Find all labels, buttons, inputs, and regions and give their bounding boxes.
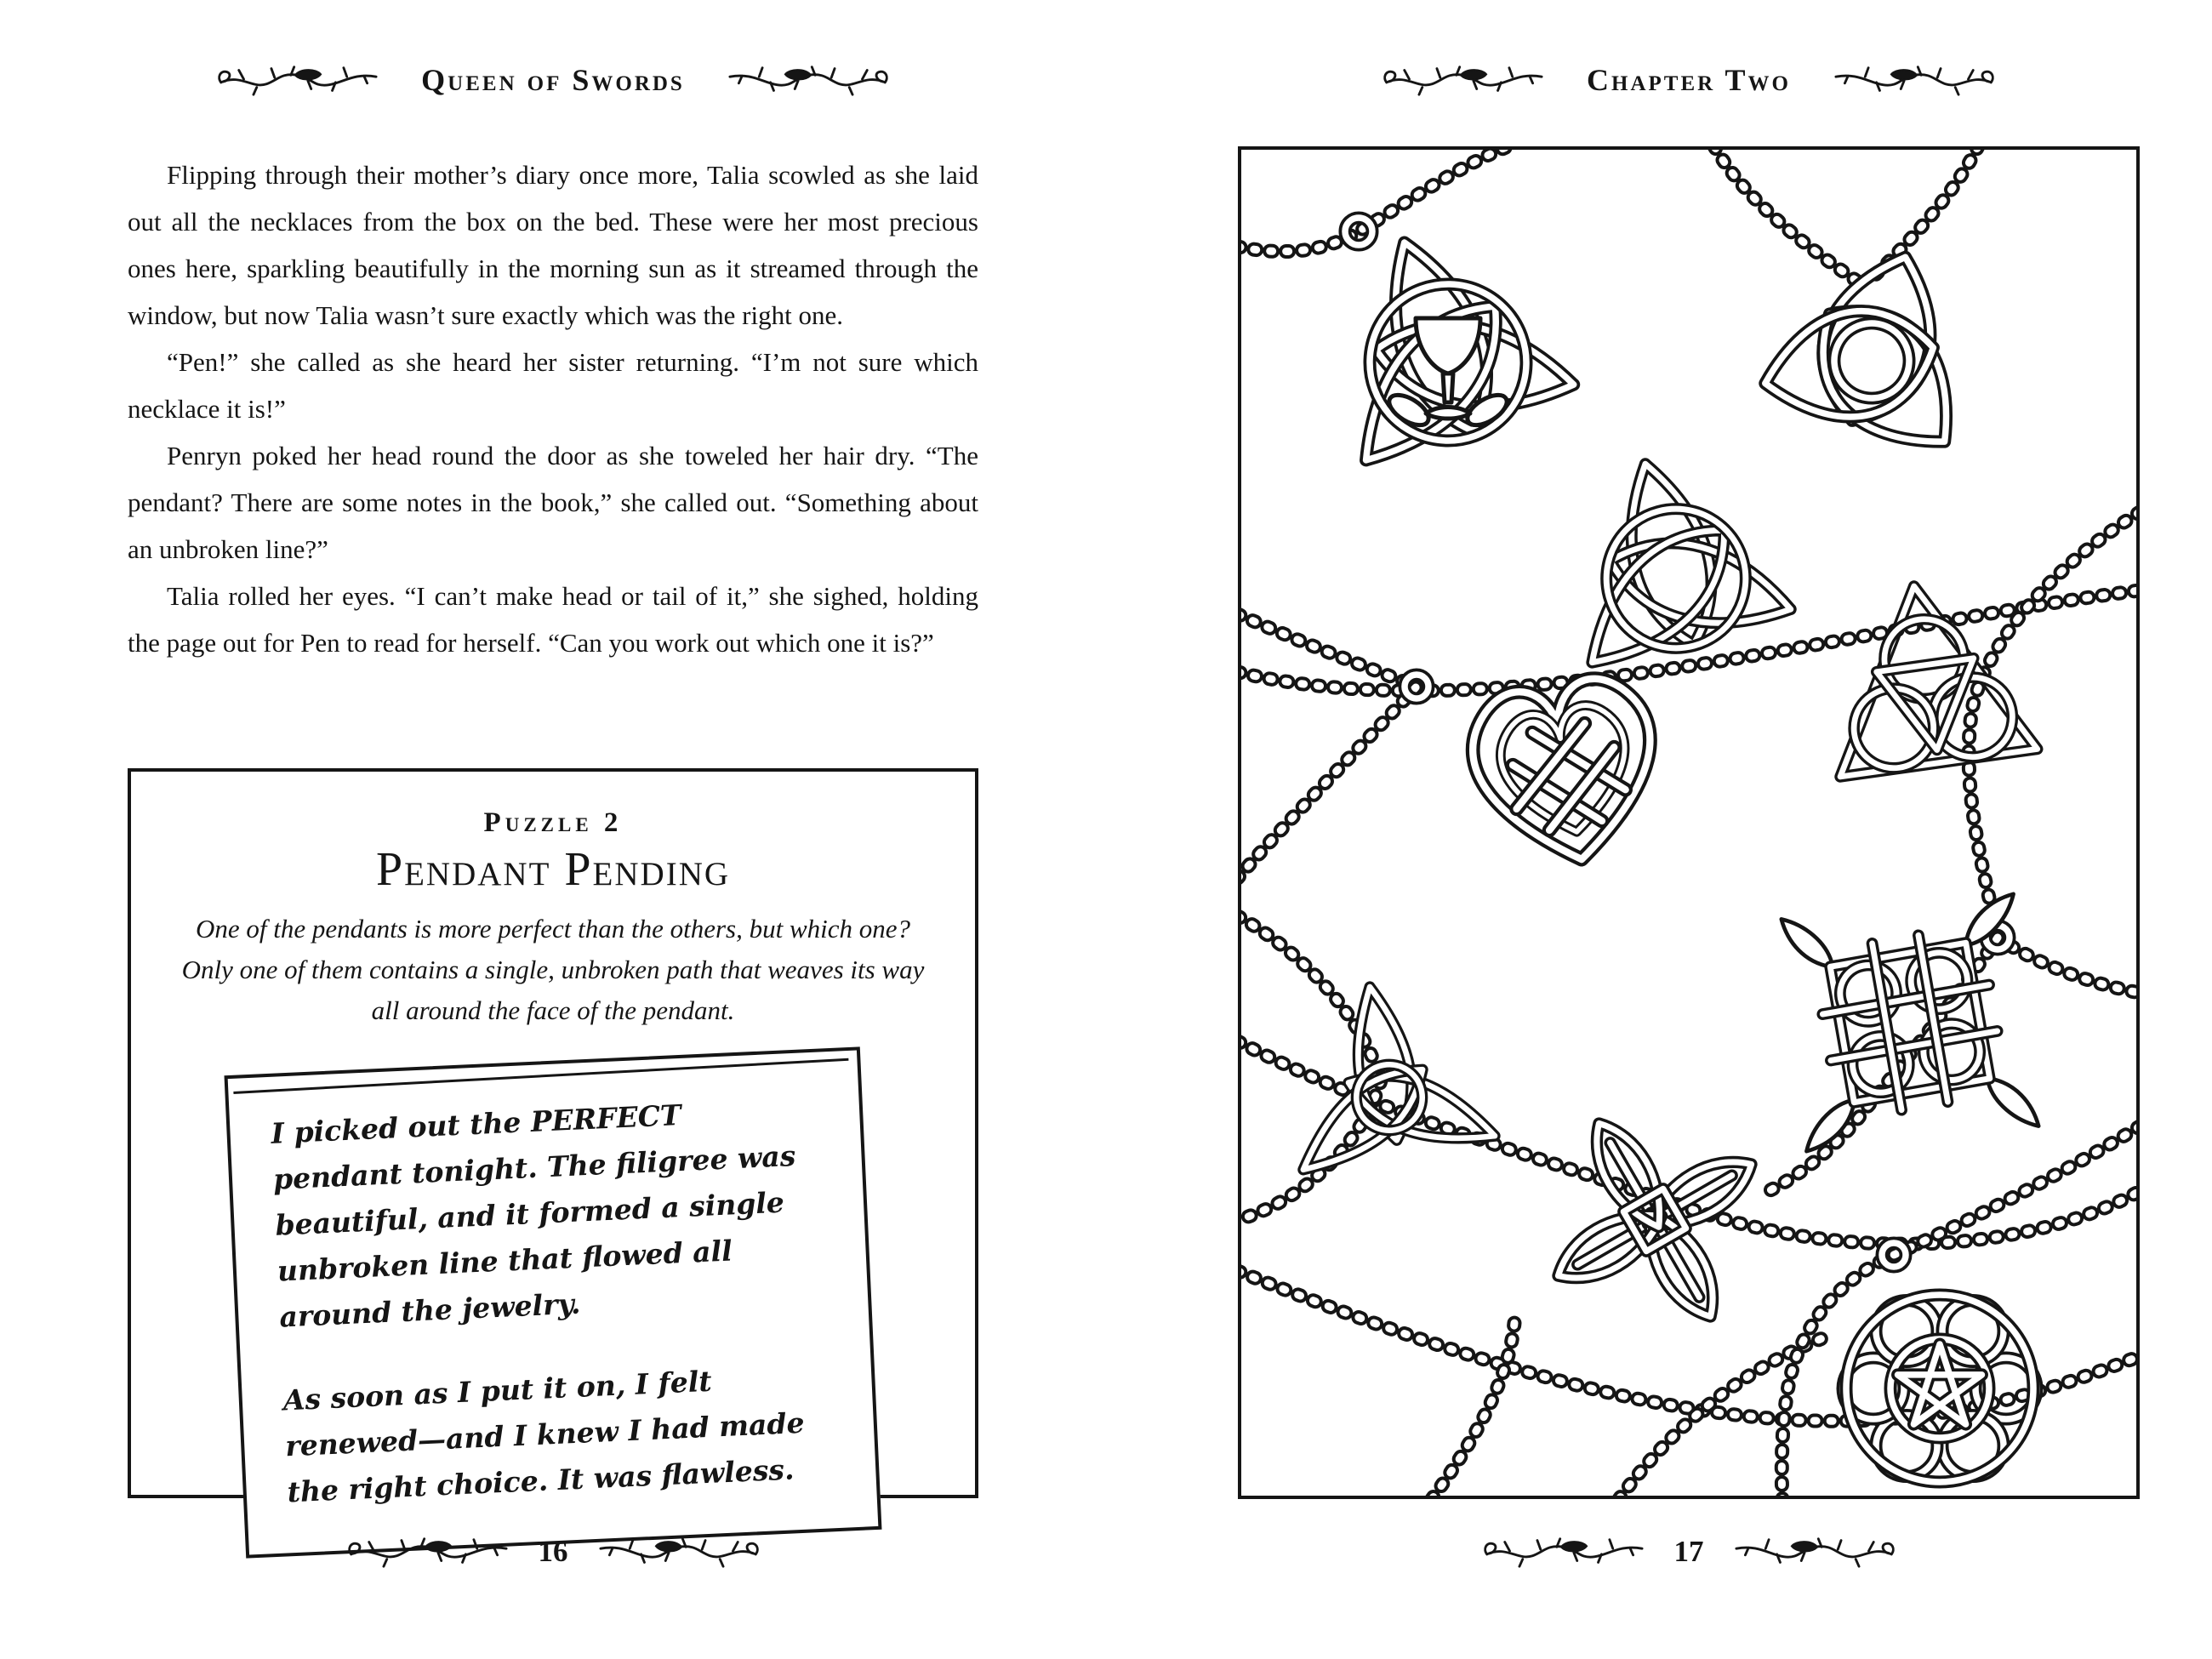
diary-note (225, 1046, 882, 1558)
story-paragraph: Penryn poked her head round the door as she toweled her hair dry. “The pendant? There are some notes in the book,” she called out. “Something about an unbroken line?” (128, 441, 978, 564)
thorn-flourish-icon (332, 1534, 523, 1570)
thorn-flourish-icon (584, 1534, 775, 1570)
puzzle-title: Pendant Pending (375, 843, 731, 896)
right-header-title: Chapter Two (1587, 63, 1791, 97)
story-paragraph: “Pen!” she called as she heard her sister returning. “I’m not sure which necklace it is!” (128, 347, 978, 424)
right-page-number: 17 (1673, 1535, 1704, 1568)
thorn-flourish-icon (189, 62, 406, 98)
diary-note-paragraph: I picked out the PERFECT pendant tonight. The filigree was beautiful, and it formed a single unbroken line that flowed all around the jewelry. (270, 1097, 797, 1334)
story-paragraph: Flipping through their mother’s diary once more, Talia scowled as she laid out all the necklaces from the box on the bed. These were her most precious ones here, sparkling beautifully in the morning sun as it streamed through the window, but now Talia wasn’t sure exactly which was the right one. (128, 160, 978, 330)
trefoil-knot-pendant (1726, 220, 2020, 493)
thorn-flourish-icon (1354, 62, 1571, 98)
left-header-title: Queen of Swords (421, 63, 685, 97)
thorn-flourish-icon (1468, 1534, 1659, 1570)
puzzle-instructions: One of the pendants is more perfect than the others, but which one? Only one of them contains a single, unbroken path that weaves its way all around the face of the pendant. (181, 914, 925, 1025)
pentagram-medallion-pendant (1843, 1295, 2037, 1482)
triangle-knot-pendant (1816, 573, 2038, 777)
puzzle-label: Puzzle 2 (483, 807, 623, 838)
heart-knot-pendant (1463, 670, 1669, 875)
thorn-flourish-icon (1806, 62, 2023, 98)
pendants-illustration (1238, 146, 2140, 1499)
flame-square-knot-pendant (1762, 875, 2059, 1172)
pointed-triquetra-pendant (1262, 968, 1511, 1194)
thorn-flourish-icon (1719, 1534, 1911, 1570)
story-text (128, 151, 978, 666)
right-running-head (1238, 58, 2140, 102)
left-page-footer (128, 1530, 978, 1574)
puzzle-box (128, 768, 978, 1509)
story-paragraph: Talia rolled her eyes. “I can’t make head or tail of it,” she sighed, holding the page out for Pen to read for herself. “Can you work out which one it is?” (128, 581, 978, 658)
right-page-footer (1238, 1530, 2140, 1574)
left-page-number: 16 (538, 1535, 568, 1568)
thorn-flourish-icon (700, 62, 917, 98)
diary-note-paragraph: As soon as I put it on, I felt renewed—and I knew I had made the right choice. It was flawless. (282, 1364, 806, 1509)
left-running-head (128, 58, 978, 102)
